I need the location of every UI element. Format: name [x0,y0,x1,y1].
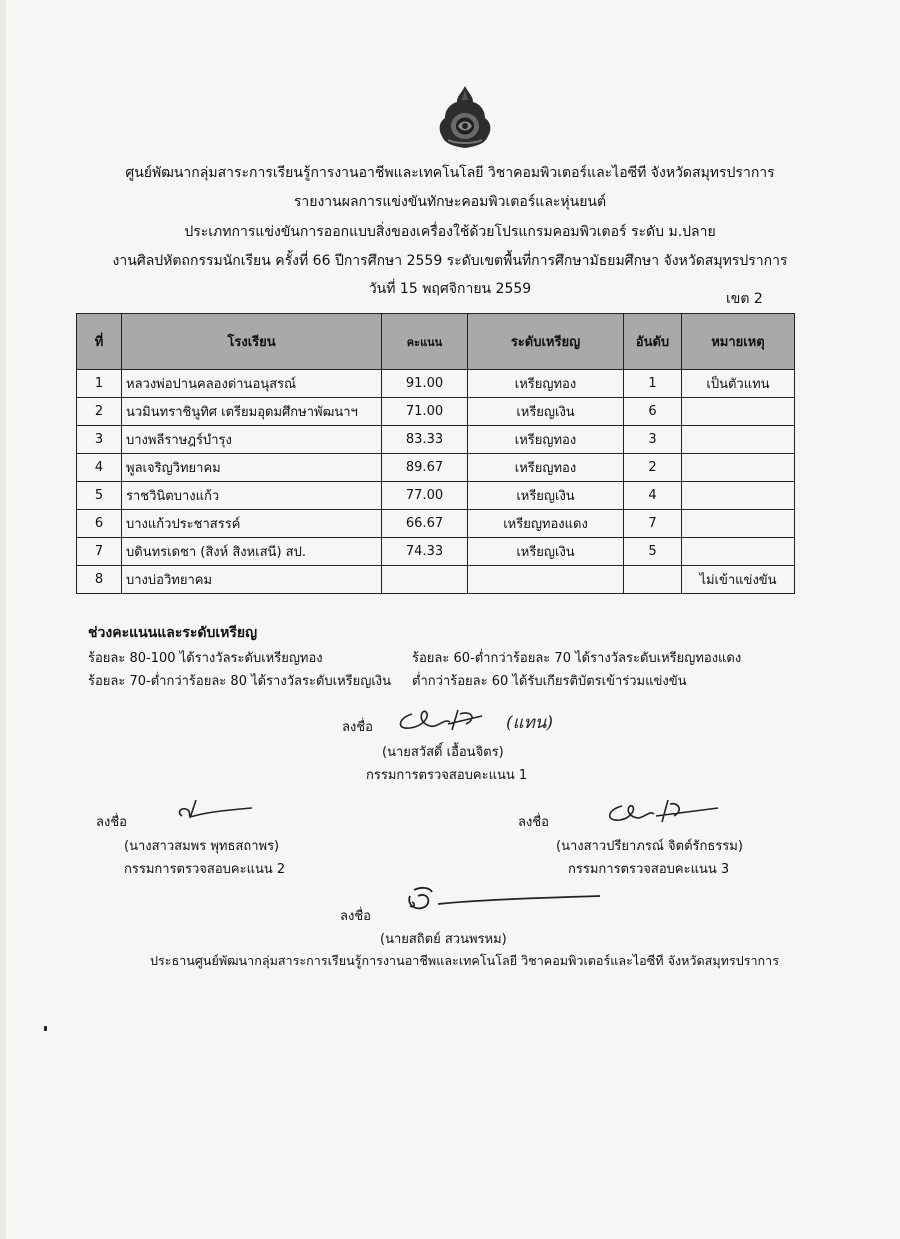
cell-note [682,454,795,482]
col-header-rank: อันดับ [624,314,682,370]
col-header-score: คะแนน [382,314,468,370]
criteria-participant: ต่ำกว่าร้อยละ 60 ได้รับเกียรติบัตรเข้าร่วมแข่งขัน [412,674,687,689]
judge1-name: (นายสวัสดิ์ เอื้อนจิตร) [382,745,504,760]
table-row [77,426,795,454]
cell-rank: 6 [624,398,682,426]
cell-school: พูลเจริญวิทยาคม [122,454,382,482]
chair-sign-label: ลงชื่อ [340,909,371,924]
cell-note [682,482,795,510]
cell-no: 3 [77,426,122,454]
header-line-4: งานศิลปหัตถกรรมนักเรียน ครั้งที่ 66 ปีการศึกษา 2559 ระดับเขตพื้นที่การศึกษามัธยมศึกษา จังหวัดสมุทรปราการ [112,253,788,269]
results-table [76,313,795,594]
cell-medal: เหรียญเงิน [468,482,624,510]
chair-role: ประธานศูนย์พัฒนากลุ่มสาระการเรียนรู้การงานอาชีพและเทคโนโลยี วิชาคอมพิวเตอร์และไอซีที จังหวัดสมุทรปราการ [150,953,780,968]
cell-rank: 3 [624,426,682,454]
col-header-note: หมายเหตุ [682,314,795,370]
cell-no: 4 [77,454,122,482]
cell-rank: 7 [624,510,682,538]
judge2-sign-label: ลงชื่อ [96,815,127,830]
judge2-role: กรรมการตรวจสอบคะแนน 2 [124,862,286,877]
cell-score: 71.00 [382,398,468,426]
cell-no: 8 [77,566,122,594]
cell-medal: เหรียญเงิน [468,398,624,426]
zone-label: เขต 2 [726,291,763,307]
cell-no: 7 [77,538,122,566]
cell-rank: 5 [624,538,682,566]
cell-rank [624,566,682,594]
chair-signature-icon [396,882,606,922]
criteria-title: ช่วงคะแนนและระดับเหรียญ [88,625,258,641]
cell-score [382,566,468,594]
chair-name: (นายสถิตย์ สวนพรหม) [380,932,507,947]
judge3-role: กรรมการตรวจสอบคะแนน 3 [568,862,730,877]
table-header-row [77,314,795,370]
judge3-name: (นางสาวปรียาภรณ์ จิตต์รักธรรม) [556,839,743,854]
col-header-no: ที่ [77,314,122,370]
judge3-sign-label: ลงชื่อ [518,815,549,830]
criteria-silver: ร้อยละ 70-ต่ำกว่าร้อยละ 80 ได้รางวัลระดับเหรียญเงิน [88,674,391,689]
cell-score: 91.00 [382,370,468,398]
cell-school: บางบ่อวิทยาคม [122,566,382,594]
criteria-bronze: ร้อยละ 60-ต่ำกว่าร้อยละ 70 ได้รางวัลระดับเหรียญทองแดง [412,651,742,666]
cell-no: 2 [77,398,122,426]
criteria-gold: ร้อยละ 80-100 ได้รางวัลระดับเหรียญทอง [88,651,323,666]
judge3-signature-icon [598,796,728,830]
cell-note [682,398,795,426]
cell-rank: 1 [624,370,682,398]
cell-medal [468,566,624,594]
judge2-name: (นางสาวสมพร พุทธสถาพร) [124,839,280,854]
cell-note [682,426,795,454]
cell-note [682,510,795,538]
judge1-signature-icon [390,700,570,740]
header-line-1: ศูนย์พัฒนากลุ่มสาระการเรียนรู้การงานอาชีพและเทคโนโลยี วิชาคอมพิวเตอร์และไอซีที จังหวัดสมุทรปราการ [125,165,775,181]
scan-speck [44,1026,47,1031]
cell-note [682,538,795,566]
cell-school: ราชวินิตบางแก้ว [122,482,382,510]
table-row [77,510,795,538]
table-row [77,398,795,426]
cell-medal: เหรียญทอง [468,454,624,482]
report-date: วันที่ 15 พฤศจิกายน 2559 [368,281,532,297]
cell-no: 1 [77,370,122,398]
judge1-role: กรรมการตรวจสอบคะแนน 1 [366,768,528,783]
header-line-2: รายงานผลการแข่งขันทักษะคอมพิวเตอร์และหุ่นยนต์ [293,194,607,210]
cell-medal: เหรียญทองแดง [468,510,624,538]
cell-medal: เหรียญทอง [468,426,624,454]
cell-score: 83.33 [382,426,468,454]
cell-school: หลวงพ่อปานคลองด่านอนุสรณ์ [122,370,382,398]
cell-note: เป็นตัวแทน [682,370,795,398]
cell-school: นวมินทราชินูทิศ เตรียมอุดมศึกษาพัฒนาฯ [122,398,382,426]
svg-text:(แทน): (แทน) [506,713,554,733]
header-line-3: ประเภทการแข่งขันการออกแบบสิ่งของเครื่องใช้ด้วยโปรแกรมคอมพิวเตอร์ ระดับ ม.ปลาย [184,224,716,240]
judge2-signature-icon [168,796,258,826]
cell-school: บางแก้วประชาสรรค์ [122,510,382,538]
table-row [77,538,795,566]
cell-note: ไม่เข้าแข่งขัน [682,566,795,594]
judge1-sign-label: ลงชื่อ [342,720,373,735]
cell-score: 89.67 [382,454,468,482]
cell-medal: เหรียญทอง [468,370,624,398]
cell-no: 5 [77,482,122,510]
scan-edge-shadow [0,0,6,1239]
cell-no: 6 [77,510,122,538]
col-header-school: โรงเรียน [122,314,382,370]
table-row [77,454,795,482]
table-row [77,482,795,510]
cell-rank: 4 [624,482,682,510]
cell-rank: 2 [624,454,682,482]
cell-score: 66.67 [382,510,468,538]
cell-medal: เหรียญเงิน [468,538,624,566]
col-header-medal: ระดับเหรียญ [468,314,624,370]
cell-score: 74.33 [382,538,468,566]
table-row [77,370,795,398]
cell-school: บดินทรเดชา (สิงห์ สิงหเสนี) สป. [122,538,382,566]
obec-emblem-icon [436,84,494,150]
table-row [77,566,795,594]
cell-school: บางพลีราษฎร์บำรุง [122,426,382,454]
cell-score: 77.00 [382,482,468,510]
